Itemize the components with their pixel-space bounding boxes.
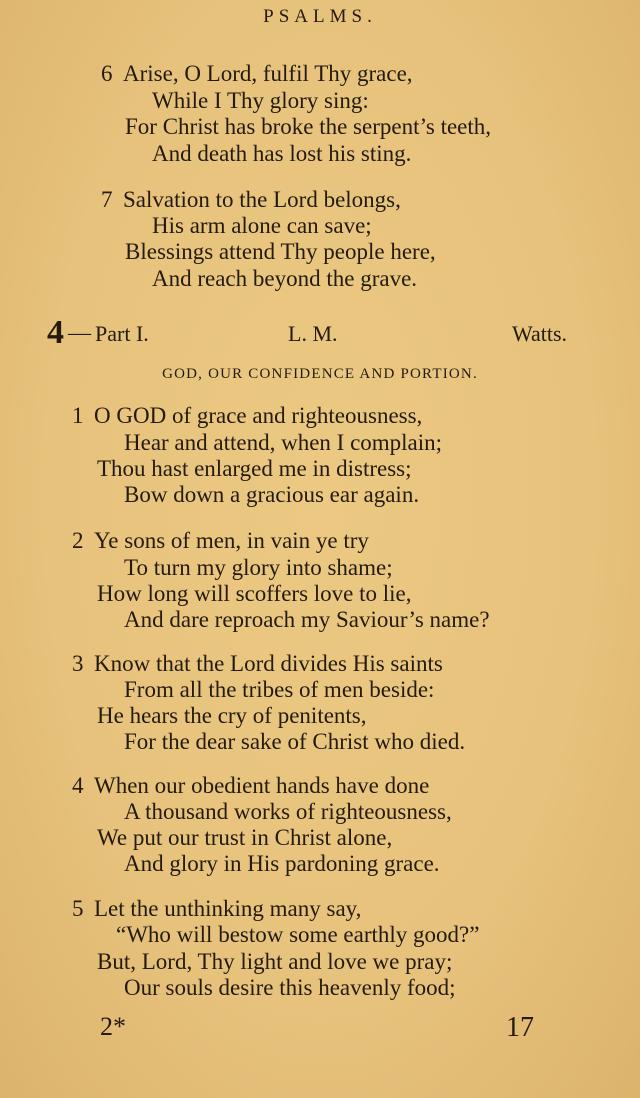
stanza-line: 7 Salvation to the Lord belongs, [101,187,401,212]
stanza-line: Hear and attend, when I complain; [124,430,443,455]
stanza-number: 2 [72,528,84,553]
stanza-line: But, Lord, Thy light and love we pray; [97,949,453,974]
stanza-line: 5 Let the unthinking many say, [72,896,362,921]
stanza-number: 6 [101,61,113,86]
stanza-line: His arm alone can save; [152,213,372,238]
running-header: PSALMS. [263,6,377,27]
stanza-line: 1 O GOD of grace and righteousness, [72,403,423,428]
stanza-line: Our souls desire this heavenly food; [124,975,456,1000]
stanza-line: How long will scoffers love to lie, [97,581,412,606]
stanza-line: And death has lost his sting. [152,141,412,166]
stanza-number: 1 [72,403,84,428]
page-number: 17 [506,1012,534,1043]
stanza-line: 3 Know that the Lord divides His saints [72,651,443,676]
stanza-line: A thousand works of righteousness, [124,799,452,824]
stanza-line: “Who will bestow some earthly good?” [116,922,480,947]
stanza-number: 4 [72,773,84,798]
hymn-subtitle: GOD, OUR CONFIDENCE AND PORTION. [162,366,478,382]
stanza-line: 4 When our obedient hands have done [72,773,430,798]
stanza-number: 3 [72,651,84,676]
stanza-line: And reach beyond the grave. [152,266,418,291]
hymn-number: 4 [47,314,64,351]
hymn-meter: L. M. [288,321,338,346]
stanza-line: Blessings attend Thy people here, [125,239,436,264]
stanza-line: For Christ has broke the serpent’s teeth, [125,114,492,139]
stanza-line: He hears the cry of penitents, [97,703,367,728]
hymn-part: Part I. [95,321,149,346]
hymn-author: Watts. [512,321,568,346]
stanza-line: We put our trust in Christ alone, [97,825,393,850]
stanza-line: From all the tribes of men beside: [124,677,435,702]
stanza-line: Thou hast enlarged me in distress; [97,456,412,481]
stanza-number: 5 [72,896,84,921]
hymn-heading [0,314,640,352]
stanza-line: To turn my glory into shame; [124,555,393,580]
stanza-number: 7 [101,187,113,212]
stanza-line: Bow down a gracious ear again. [124,482,420,507]
stanza-line: 6 Arise, O Lord, fulfil Thy grace, [101,61,413,86]
stanza-line: For the dear sake of Christ who died. [124,729,466,754]
hymn-dash: — [68,320,91,345]
signature-mark: 2* [100,1012,126,1041]
stanza-line: 2 Ye sons of men, in vain ye try [72,528,369,553]
stanza-line: And dare reproach my Saviour’s name? [124,607,490,632]
stanza-line: And glory in His pardoning grace. [124,851,440,876]
stanza-line: While I Thy glory sing: [152,88,369,113]
